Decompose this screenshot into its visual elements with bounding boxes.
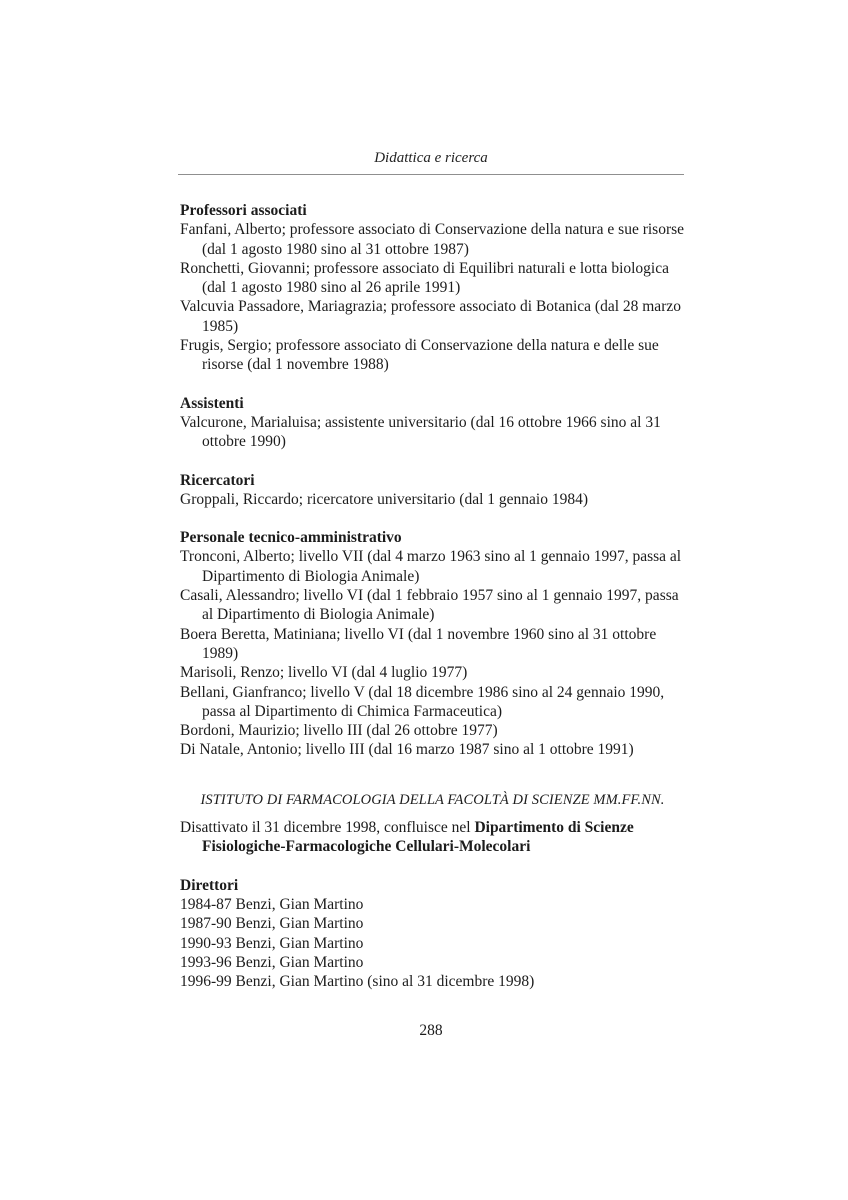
header-rule (178, 174, 684, 175)
section-heading: Personale tecnico-amministrativo (180, 529, 402, 547)
section-roster (180, 201, 685, 375)
running-header (178, 150, 684, 175)
section-heading: Direttori (180, 876, 239, 894)
roster-entry: Fanfani, Alberto; professore associato di Conservazione della natura e sue risorse (dal 1 agosto 1980 sino al 31 ottobre 1987) (180, 221, 685, 258)
running-header-title: Didattica e ricerca (374, 150, 488, 166)
section-heading: Assistenti (180, 394, 244, 412)
roster-entry: 1990-93 Benzi, Gian Martino (180, 934, 364, 952)
section-roster (180, 471, 685, 510)
institute-title: ISTITUTO DI FARMACOLOGIA DELLA FACOLTÀ DI SCIENZE MM.FF.NN. (200, 791, 665, 808)
sections-container (180, 201, 685, 991)
section-heading: Professori associati (180, 202, 307, 219)
roster-entry: Boera Beretta, Matiniana; livello VI (dal 1 novembre 1960 sino al 31 ottobre 1989) (180, 625, 657, 662)
institute-closure-note (180, 818, 685, 857)
closure-note-department: Dipartimento di Scienze Fisiologiche-Farmacologiche Cellulari-Molecolari (202, 819, 634, 856)
closure-note-text: Disattivato il 31 dicembre 1998, confluisce nel (180, 819, 475, 837)
page-number: 288 (419, 1022, 443, 1040)
roster-entry: Casali, Alessandro; livello VI (dal 1 febbraio 1957 sino al 1 gennaio 1997, passa al Dipartimento di Biologia Animale) (180, 587, 679, 624)
roster-entry: 1996-99 Benzi, Gian Martino (sino al 31 dicembre 1998) (180, 973, 535, 991)
section-heading: Ricercatori (180, 471, 255, 489)
section-roster (180, 876, 685, 992)
roster-entry: Valcurone, Marialuisa; assistente universitario (dal 16 ottobre 1966 sino al 31 ottobre 1990) (180, 413, 661, 451)
roster-entry: Groppali, Riccardo; ricercatore universitario (dal 1 gennaio 1984) (180, 490, 589, 508)
section-roster (180, 528, 685, 760)
roster-entry: Valcuvia Passadore, Mariagrazia; professore associato di Botanica (dal 28 marzo 1985) (180, 298, 681, 335)
roster-entry: 1987-90 Benzi, Gian Martino (180, 915, 364, 933)
roster-entry: Bellani, Gianfranco; livello V (dal 18 dicembre 1986 sino al 24 gennaio 1990, passa al Dipartimento di Chimica Farmaceutica) (180, 683, 665, 720)
page-content (180, 201, 685, 991)
roster-entry: Bordoni, Maurizio; livello III (dal 26 ottobre 1977) (180, 722, 498, 740)
section-roster (180, 394, 685, 452)
roster-entry: Marisoli, Renzo; livello VI (dal 4 luglio 1977) (180, 664, 468, 682)
roster-entry: Tronconi, Alberto; livello VII (dal 4 marzo 1963 sino al 1 gennaio 1997, passa al Dipartimento di Biologia Animale) (180, 548, 682, 585)
roster-entry: Di Natale, Antonio; livello III (dal 16 marzo 1987 sino al 1 ottobre 1991) (180, 741, 634, 759)
section-institute (180, 791, 685, 857)
roster-entry: 1993-96 Benzi, Gian Martino (180, 953, 364, 971)
roster-entry: Ronchetti, Giovanni; professore associato di Equilibri naturali e lotta biologica (dal 1 agosto 1980 sino al 26 aprile 1991) (180, 259, 669, 297)
roster-entry: Frugis, Sergio; professore associato di Conservazione della natura e delle sue risorse (dal 1 novembre 1988) (180, 337, 659, 374)
roster-entry: 1984-87 Benzi, Gian Martino (180, 895, 364, 913)
